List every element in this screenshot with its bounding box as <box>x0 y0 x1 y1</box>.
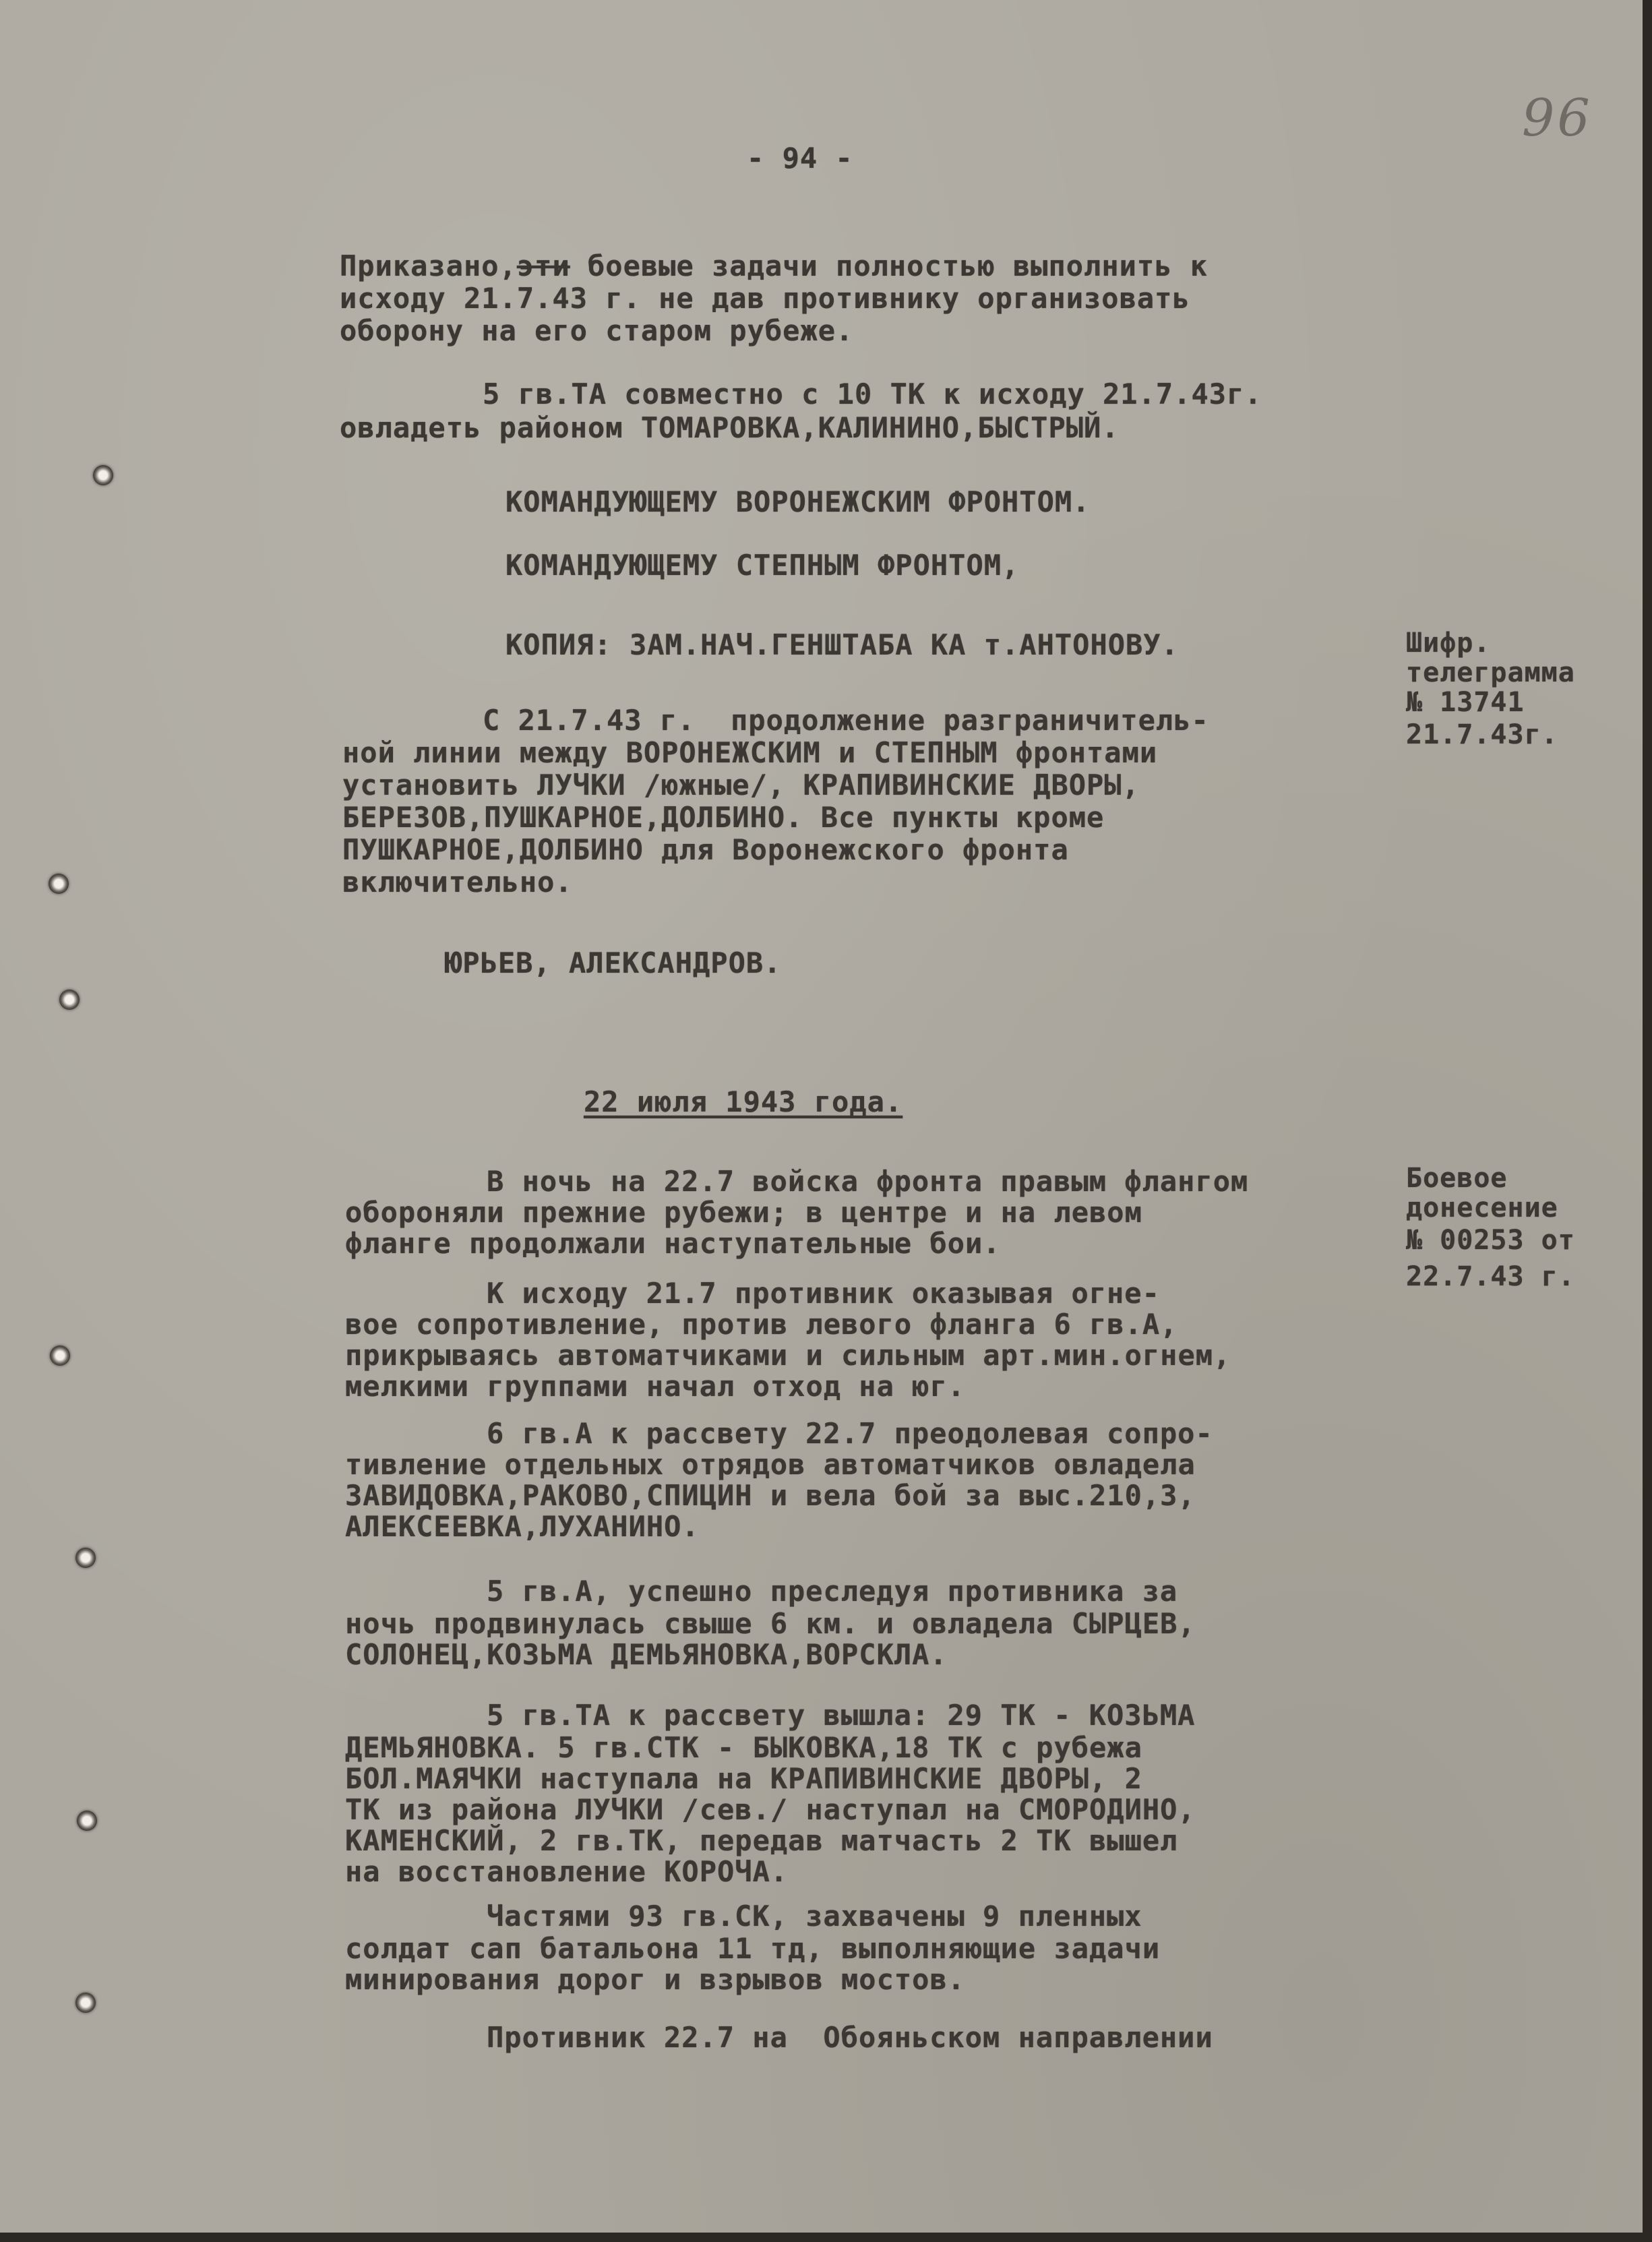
page-edge-shadow <box>1643 0 1652 2242</box>
report-line: ночь продвинулась свыше 6 км. и овладела СЫРЦЕВ, <box>345 1607 1196 1640</box>
report-line: 6 гв.А к рассвету 22.7 преодолевая сопро- <box>487 1417 1213 1450</box>
order-line-1a: Приказано, <box>340 249 517 282</box>
telegram-side-note-1: Шифр. <box>1406 628 1491 659</box>
punch-hole <box>93 465 113 485</box>
punch-hole <box>49 874 69 894</box>
report-side-note-3: № 00253 от <box>1406 1225 1575 1256</box>
telegram-body-line: включительно. <box>342 866 573 899</box>
date-heading: 22 июля 1943 года. <box>584 1085 903 1118</box>
order-line-1 <box>340 249 1208 283</box>
report-line: К исходу 21.7 противник оказывая огне- <box>487 1277 1160 1310</box>
report-line: обороняли прежние рубежи; в центре и на левом <box>345 1196 1142 1229</box>
report-side-note-1: Боевое <box>1406 1163 1508 1194</box>
report-line: АЛЕКСЕЕВКА,ЛУХАНИНО. <box>345 1510 700 1543</box>
report-line: фланге продолжали наступательные бои. <box>345 1227 1001 1260</box>
report-line: солдат сап батальона 11 тд, выполняющие задачи <box>345 1932 1161 1965</box>
report-line: минирования дорог и взрывов мостов. <box>345 1963 966 1996</box>
report-side-note-4: 22.7.43 г. <box>1406 1261 1575 1292</box>
report-line: КАМЕНСКИЙ, 2 гв.ТК, передав матчасть 2 ТК вышел <box>345 1824 1178 1857</box>
punch-hole <box>77 1811 97 1831</box>
punch-hole <box>75 1993 96 2013</box>
telegram-body-line: ной линии между ВОРОНЕЖСКИМ и СТЕПНЫМ фронтами <box>342 736 1158 769</box>
report-line: В ночь на 22.7 войска фронта правым флангом <box>487 1165 1249 1198</box>
struck-word: эти <box>516 249 570 282</box>
punch-hole <box>75 1548 96 1568</box>
report-line: тивление отдельных отрядов автоматчиков овладела <box>345 1448 1196 1481</box>
punch-hole <box>50 1345 70 1366</box>
telegram-body-line: С 21.7.43 г. продолжение разграничитель- <box>483 704 1209 737</box>
report-line: БОЛ.МАЯЧКИ наступала на КРАПИВИНСКИЕ ДВОРЫ, 2 <box>345 1762 1142 1795</box>
order-line-2: исходу 21.7.43 г. не дав противнику организовать <box>340 282 1190 315</box>
telegram-body-line: установить ЛУЧКИ /южные/, КРАПИВИНСКИЕ ДВОРЫ, <box>342 768 1140 801</box>
telegram-side-note-2: телеграмма <box>1406 657 1575 688</box>
report-line: ТК из района ЛУЧКИ /сев./ наступал на СМОРОДИНО, <box>345 1793 1196 1826</box>
telegram-body-line: БЕРЕЗОВ,ПУШКАРНОЕ,ДОЛБИНО. Все пункты кроме <box>342 801 1105 834</box>
report-line: ДЕМЬЯНОВКА. 5 гв.СТК - БЫКОВКА,18 ТК с рубежа <box>345 1731 1142 1764</box>
addressee-voronezh-front: КОМАНДУЮЩЕМУ ВОРОНЕЖСКИМ ФРОНТОМ. <box>506 485 1091 518</box>
punch-hole <box>59 990 80 1010</box>
order-line-1c: боевые задачи полностью выполнить к <box>570 249 1209 282</box>
task-line-1: 5 гв.ТА совместно с 10 ТК к исходу 21.7.43г. <box>483 377 1262 411</box>
telegram-side-note-4: 21.7.43г. <box>1406 719 1558 750</box>
task-line-2: овладеть районом ТОМАРОВКА,КАЛИНИНО,БЫСТРЫЙ. <box>340 411 1120 444</box>
page-number: - 94 - <box>747 142 853 175</box>
report-line: ЗАВИДОВКА,РАКОВО,СПИЦИН и вела бой за выс.210,3, <box>345 1479 1196 1512</box>
report-side-note-2: донесение <box>1406 1192 1558 1223</box>
report-line: 5 гв.ТА к рассвету вышла: 29 ТК - КОЗЬМА <box>487 1699 1196 1732</box>
page-edge-shadow-bottom <box>0 2233 1652 2242</box>
report-line: на восстановление КОРОЧА. <box>345 1855 789 1888</box>
addressee-steppe-front: КОМАНДУЮЩЕМУ СТЕПНЫМ ФРОНТОМ, <box>506 549 1020 582</box>
archive-page-number: 96 <box>1522 88 1593 148</box>
report-line: вое сопротивление, против левого фланга 6 гв.А, <box>345 1308 1178 1341</box>
report-line: мелкими группами начал отход на юг. <box>345 1370 966 1403</box>
telegram-side-note-3: № 13741 <box>1406 687 1525 718</box>
report-line: Частями 93 гв.СК, захвачены 9 пленных <box>487 1900 1142 1933</box>
report-line: СОЛОНЕЦ,КОЗЬМА ДЕМЬЯНОВКА,ВОРСКЛА. <box>345 1638 948 1671</box>
telegram-body-line: ПУШКАРНОЕ,ДОЛБИНО для Воронежского фронта <box>342 833 1069 866</box>
telegram-signature: ЮРЬЕВ, АЛЕКСАНДРОВ. <box>445 946 782 979</box>
report-line: 5 гв.А, успешно преследуя противника за <box>487 1575 1178 1608</box>
report-line: прикрываясь автоматчиками и сильным арт.мин.огнем, <box>345 1339 1231 1372</box>
report-line: Противник 22.7 на Обояньском направлении <box>487 2021 1213 2054</box>
copy-line: КОПИЯ: ЗАМ.НАЧ.ГЕНШТАБА КА т.АНТОНОВУ. <box>506 628 1179 661</box>
order-line-3: оборону на его старом рубеже. <box>340 314 854 347</box>
